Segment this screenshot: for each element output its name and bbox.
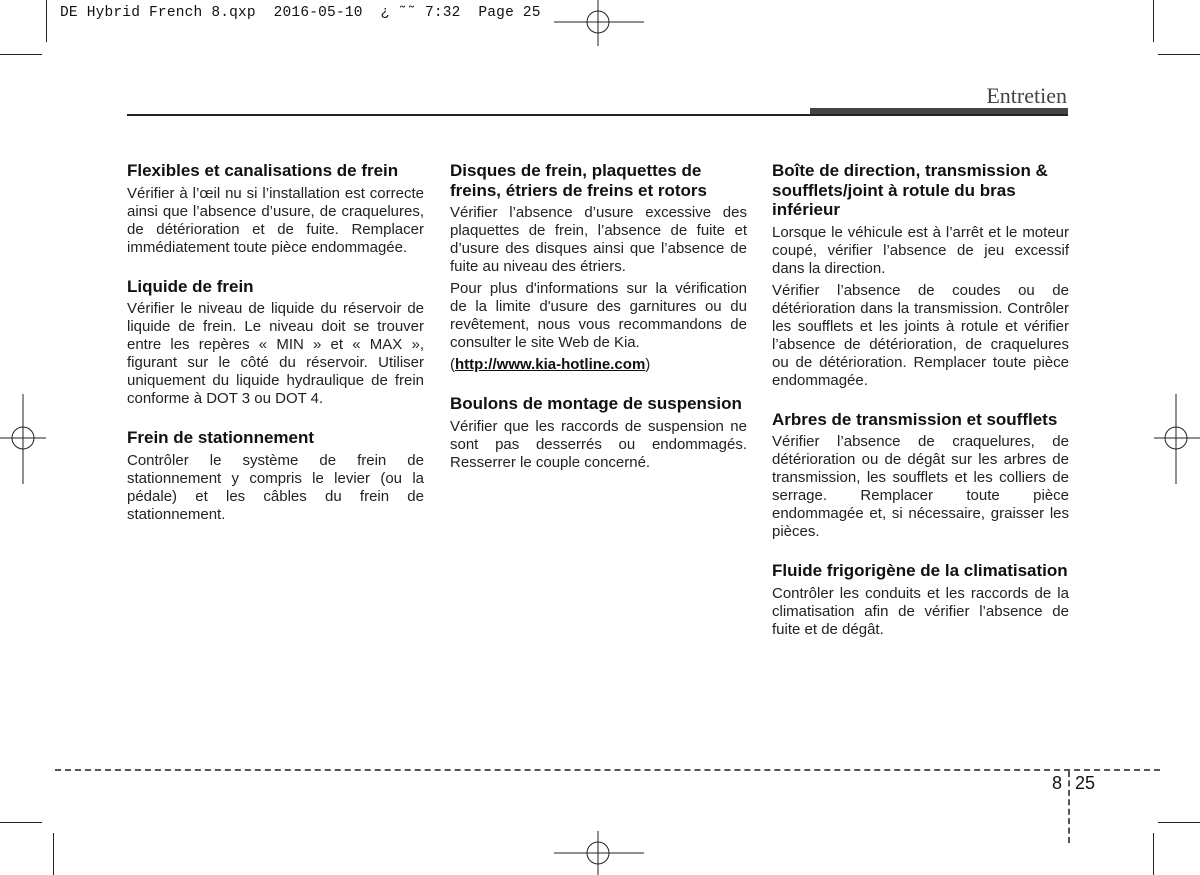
section-ac-refrigerant [772,561,1069,639]
kia-hotline-link[interactable]: http://www.kia-hotline.com [455,356,646,373]
section-paragraph: Vérifier l’absence d’usure excessive des plaquettes de frein, l’absence de fuite et d’usure des disques ainsi que l’absence de fuite au niveau des étriers. [450,204,747,275]
column-2 [450,161,747,492]
crop-mark-top-left-h [0,54,42,55]
section-heading: Boulons de montage de suspension [450,394,742,413]
page-header-title: Entretien [986,83,1067,108]
section-brake-discs [450,161,747,374]
section-heading: Boîte de direction, transmission & soufflets/joint à rotule du bras inférieur [772,161,1048,219]
section-paragraph: Pour plus d'informations sur la vérification de la limite d'usure des garnitures ou du revêtement, nous vous recommandons de consulter le site Web de Kia. [450,280,747,351]
link-paragraph [450,356,747,374]
footer-rule [55,769,1160,771]
section-heading: Frein de stationnement [127,428,315,447]
section-paragraph: Contrôler les conduits et les raccords de la climatisation afin de vérifier l’absence de fuite et de dégât. [772,584,1069,638]
print-slug: DE Hybrid French 8.qxp 2016-05-10 ¿ ˜˜ 7:32 Page 25 [60,5,541,21]
section-brake-hoses [127,161,424,257]
section-heading: Liquide de frein [127,276,254,296]
column-1 [127,161,424,544]
section-brake-fluid [127,277,424,409]
registration-mark-bottom-icon [554,831,644,875]
crop-mark-bottom-right-v [1153,833,1154,875]
section-paragraph: Vérifier à l’œil nu si l’installation est correcte ainsi que l’absence d’usure, de craquelures, de détérioration et de fuite. Remplacer immédiatement toute pièce endommagée. [127,184,424,256]
header-rule [127,114,1068,116]
registration-mark-top-icon [554,0,644,46]
section-paragraph: Vérifier l’absence de coudes ou de détérioration dans la transmission. Contrôler les soufflets et les joints à rotule et vérifier l’absence de détérioration, de craquelures ou de détérioration. Remplacer toute pièce endommagée. [772,281,1069,389]
section-suspension-bolts [450,394,747,472]
section-heading: Disques de frein, plaquettes de freins, étriers de freins et rotors [450,161,707,200]
section-heading: Flexibles et canalisations de frein [127,161,399,180]
section-paragraph: Vérifier que les raccords de suspension ne sont pas desserrés ou endommagés. Resserrer le couple concerné. [450,417,747,471]
link-open-paren: ( [450,356,455,373]
crop-mark-bottom-left-h [0,822,42,823]
crop-mark-top-left-v [46,0,47,42]
section-parking-brake [127,428,424,524]
crop-mark-top-right-h [1158,54,1200,55]
section-drive-shafts [772,410,1069,542]
registration-mark-left-icon [0,394,46,484]
section-paragraph: Vérifier l’absence de craquelures, de détérioration ou de dégât sur les arbres de transmission, les soufflets et les colliers de serrage. Remplacer toute pièce endommagée et, si nécessaire, graisser les pièces. [772,433,1069,540]
crop-mark-bottom-left-v [53,833,54,875]
chapter-number: 8 [1052,773,1063,793]
section-heading: Fluide frigorigène de la climatisation [772,561,1068,580]
crop-mark-top-right-v [1153,0,1154,42]
footer-divider [1068,771,1070,843]
column-3 [772,161,1069,659]
registration-mark-right-icon [1154,394,1200,484]
section-paragraph: Lorsque le véhicule est à l’arrêt et le moteur coupé, vérifier l’absence de jeu excessif dans la direction. [772,223,1069,277]
section-steering-box [772,161,1069,390]
section-heading: Arbres de transmission et soufflets [772,409,1058,429]
section-paragraph: Contrôler le système de frein de stationnement y compris le levier (ou la pédale) et les câbles du frein de stationnement. [127,451,424,523]
link-close-paren: ) [645,356,651,373]
crop-mark-bottom-right-h [1158,822,1200,823]
section-paragraph: Vérifier le niveau de liquide du réservoir de liquide de frein. Le niveau doit se trouver entre les repères « MIN » et « MAX », figurant sur le côté du réservoir. Utiliser uniquement du liquide hydraulique de frein conforme à DOT 3 ou DOT 4. [127,300,424,407]
page-number: 25 [1075,773,1096,793]
